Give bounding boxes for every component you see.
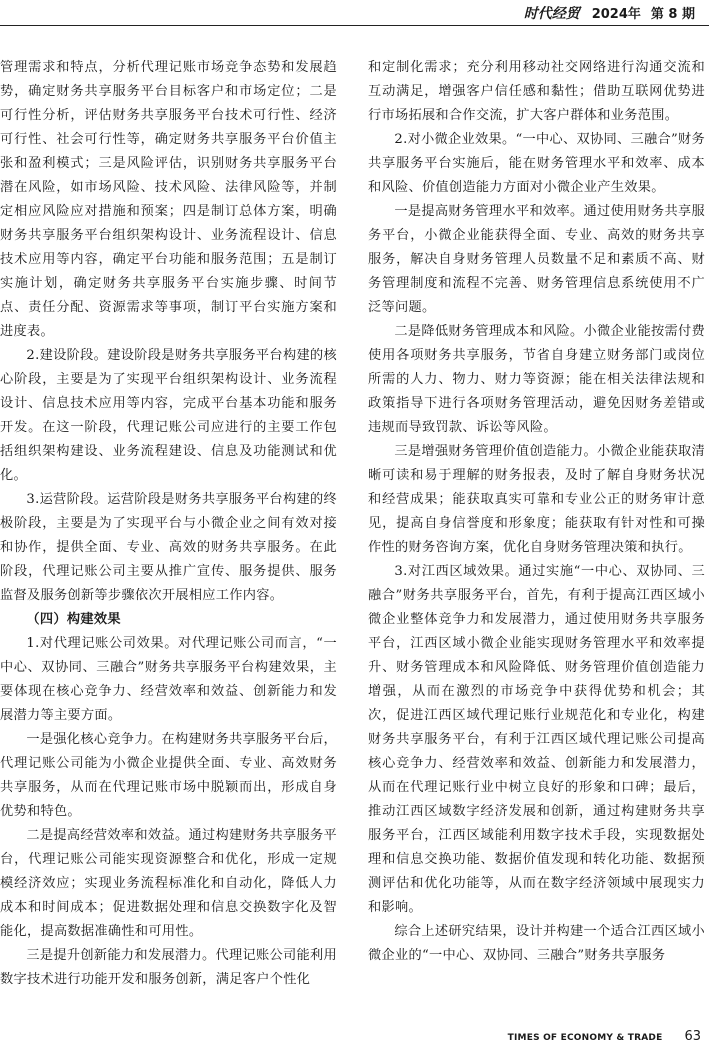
left-column bbox=[0, 56, 337, 992]
paragraph: 管理需求和特点，分析代理记账市场竞争态势和发展趋势，确定财务共享服务平台目标客户和市场定位；二是可行性分析，评估财务共享服务平台技术可行性、经济可行性、社会可行性等，确定财务共享服务平台价值主张和盈利模式；三是风险评估，识别财务共享服务平台潜在风险，如市场风险、技术风险、法律风险等，并制定相应风险应对措施和预案；四是制订总体方案，明确财务共享服务平台组织架构设计、业务流程设计、信息技术应用等内容，确定平台功能和服务范围；五是制订实施计划，确定财务共享服务平台实施步骤、时间节点、责任分配、资源需求等事项，制订平台实施方案和进度表。 bbox=[0, 60, 337, 339]
page-header bbox=[0, 0, 709, 26]
journal-title: 时代经贸 bbox=[523, 5, 580, 22]
paragraph: 一是提高财务管理水平和效率。通过使用财务共享服务平台，小微企业能获得全面、专业、高效的财务共享服务，解决自身财务管理人员数量不足和素质不高、财务管理制度和流程不完善、财务管理信息系统使用不广泛等问题。 bbox=[368, 204, 705, 315]
paragraph: 2.对小微企业效果。“一中心、双协同、三融合”财务共享服务平台实施后，能在财务管理水平和效率、成本和风险、价值创造能力方面对小微企业产生效果。 bbox=[368, 132, 705, 195]
paragraph: 3.对江西区域效果。通过实施“一中心、双协同、三融合”财务共享服务平台，首先，有利于提高江西区域小微企业整体竞争力和发展潜力，通过使用财务共享服务平台，江西区域小微企业能实现财务管理水平和效率提升、财务管理成本和风险降低、财务管理价值创造能力增强，从而在激烈的市场竞争中获得优势和机会；其次，促进江西区域代理记账行业规范化和专业化，构建财务共享服务平台，有利于江西区域代理记账公司提高核心竞争力、经营效率和效益、创新能力和发展潜力，从而在代理记账行业中树立良好的形象和口碑；最后，推动江西区域数字经济发展和创新，通过构建财务共享服务平台，江西区域能利用数字技术手段，实现数据处理和信息交换功能、数据价值发现和转化功能、数据预测评估和优化功能等，从而在数字经济领域中展现实力和影响。 bbox=[368, 564, 705, 915]
issue-year: 2024年 bbox=[591, 7, 641, 22]
section-heading: （四）构建效果 bbox=[26, 612, 121, 627]
journal-english-name: TIMES OF ECONOMY & TRADE bbox=[507, 1033, 663, 1043]
paragraph: 三是增强财务管理价值创造能力。小微企业能获取清晰可读和易于理解的财务报表，及时了解自身财务状况和经营成果；能获取真实可靠和专业公正的财务审计意见，提高自身信誉度和形象度；能获取有针对性和可操作性的财务咨询方案，优化自身财务管理决策和执行。 bbox=[368, 444, 705, 555]
paragraph: 综合上述研究结果，设计并构建一个适合江西区域小微企业的“一中心、双协同、三融合”财务共享服务 bbox=[368, 924, 705, 963]
right-column bbox=[368, 56, 705, 968]
paragraph: 和定制化需求；充分利用移动社交网络进行沟通交流和互动满足，增强客户信任感和黏性；借助互联网优势进行市场拓展和合作交流，扩大客户群体和业务范围。 bbox=[368, 60, 705, 123]
paragraph: 一是强化核心竞争力。在构建财务共享服务平台后，代理记账公司能为小微企业提供全面、专业、高效财务共享服务，从而在代理记账市场中脱颖而出，形成自身优势和特色。 bbox=[0, 732, 337, 819]
paragraph: 二是降低财务管理成本和风险。小微企业能按需付费使用各项财务共享服务，节省自身建立财务部门或岗位所需的人力、物力、财力等资源；能在相关法律法规和政策指导下进行各项财务管理活动，避免因财务差错或违规而导致罚款、诉讼等风险。 bbox=[368, 324, 705, 435]
paragraph: 三是提升创新能力和发展潜力。代理记账公司能利用数字技术进行功能开发和服务创新，满足客户个性化 bbox=[0, 948, 337, 987]
paragraph: 二是提高经营效率和效益。通过构建财务共享服务平台，代理记账公司能实现资源整合和优化，形成一定规模经济效应；实现业务流程标准化和自动化，降低人力成本和时间成本；促进数据处理和信息交换数字化及智能化，提高数据准确性和可用性。 bbox=[0, 828, 337, 939]
issue-number: 第 8 期 bbox=[650, 7, 695, 22]
page-footer bbox=[508, 1029, 701, 1044]
paragraph: 3.运营阶段。运营阶段是财务共享服务平台构建的终极阶段，主要是为了实现平台与小微企业之间有效对接和协作，提供全面、专业、高效的财务共享服务。在此阶段，代理记账公司主要从推广宣传、服务提供、服务监督及服务创新等步骤依次开展相应工作内容。 bbox=[0, 492, 337, 603]
page-number: 63 bbox=[684, 1029, 701, 1044]
paragraph: 1.对代理记账公司效果。对代理记账公司而言，“一中心、双协同、三融合”财务共享服务平台构建效果，主要体现在核心竞争力、经营效率和效益、创新能力和发展潜力等主要方面。 bbox=[0, 636, 337, 723]
paragraph: 2.建设阶段。建设阶段是财务共享服务平台构建的核心阶段，主要是为了实现平台组织架构设计、业务流程设计、信息技术应用等内容，完成平台基本功能和服务开发。在这一阶段，代理记账公司应进行的主要工作包括组织架构建设、业务流程建设、信息及功能测试和优化。 bbox=[0, 348, 337, 483]
